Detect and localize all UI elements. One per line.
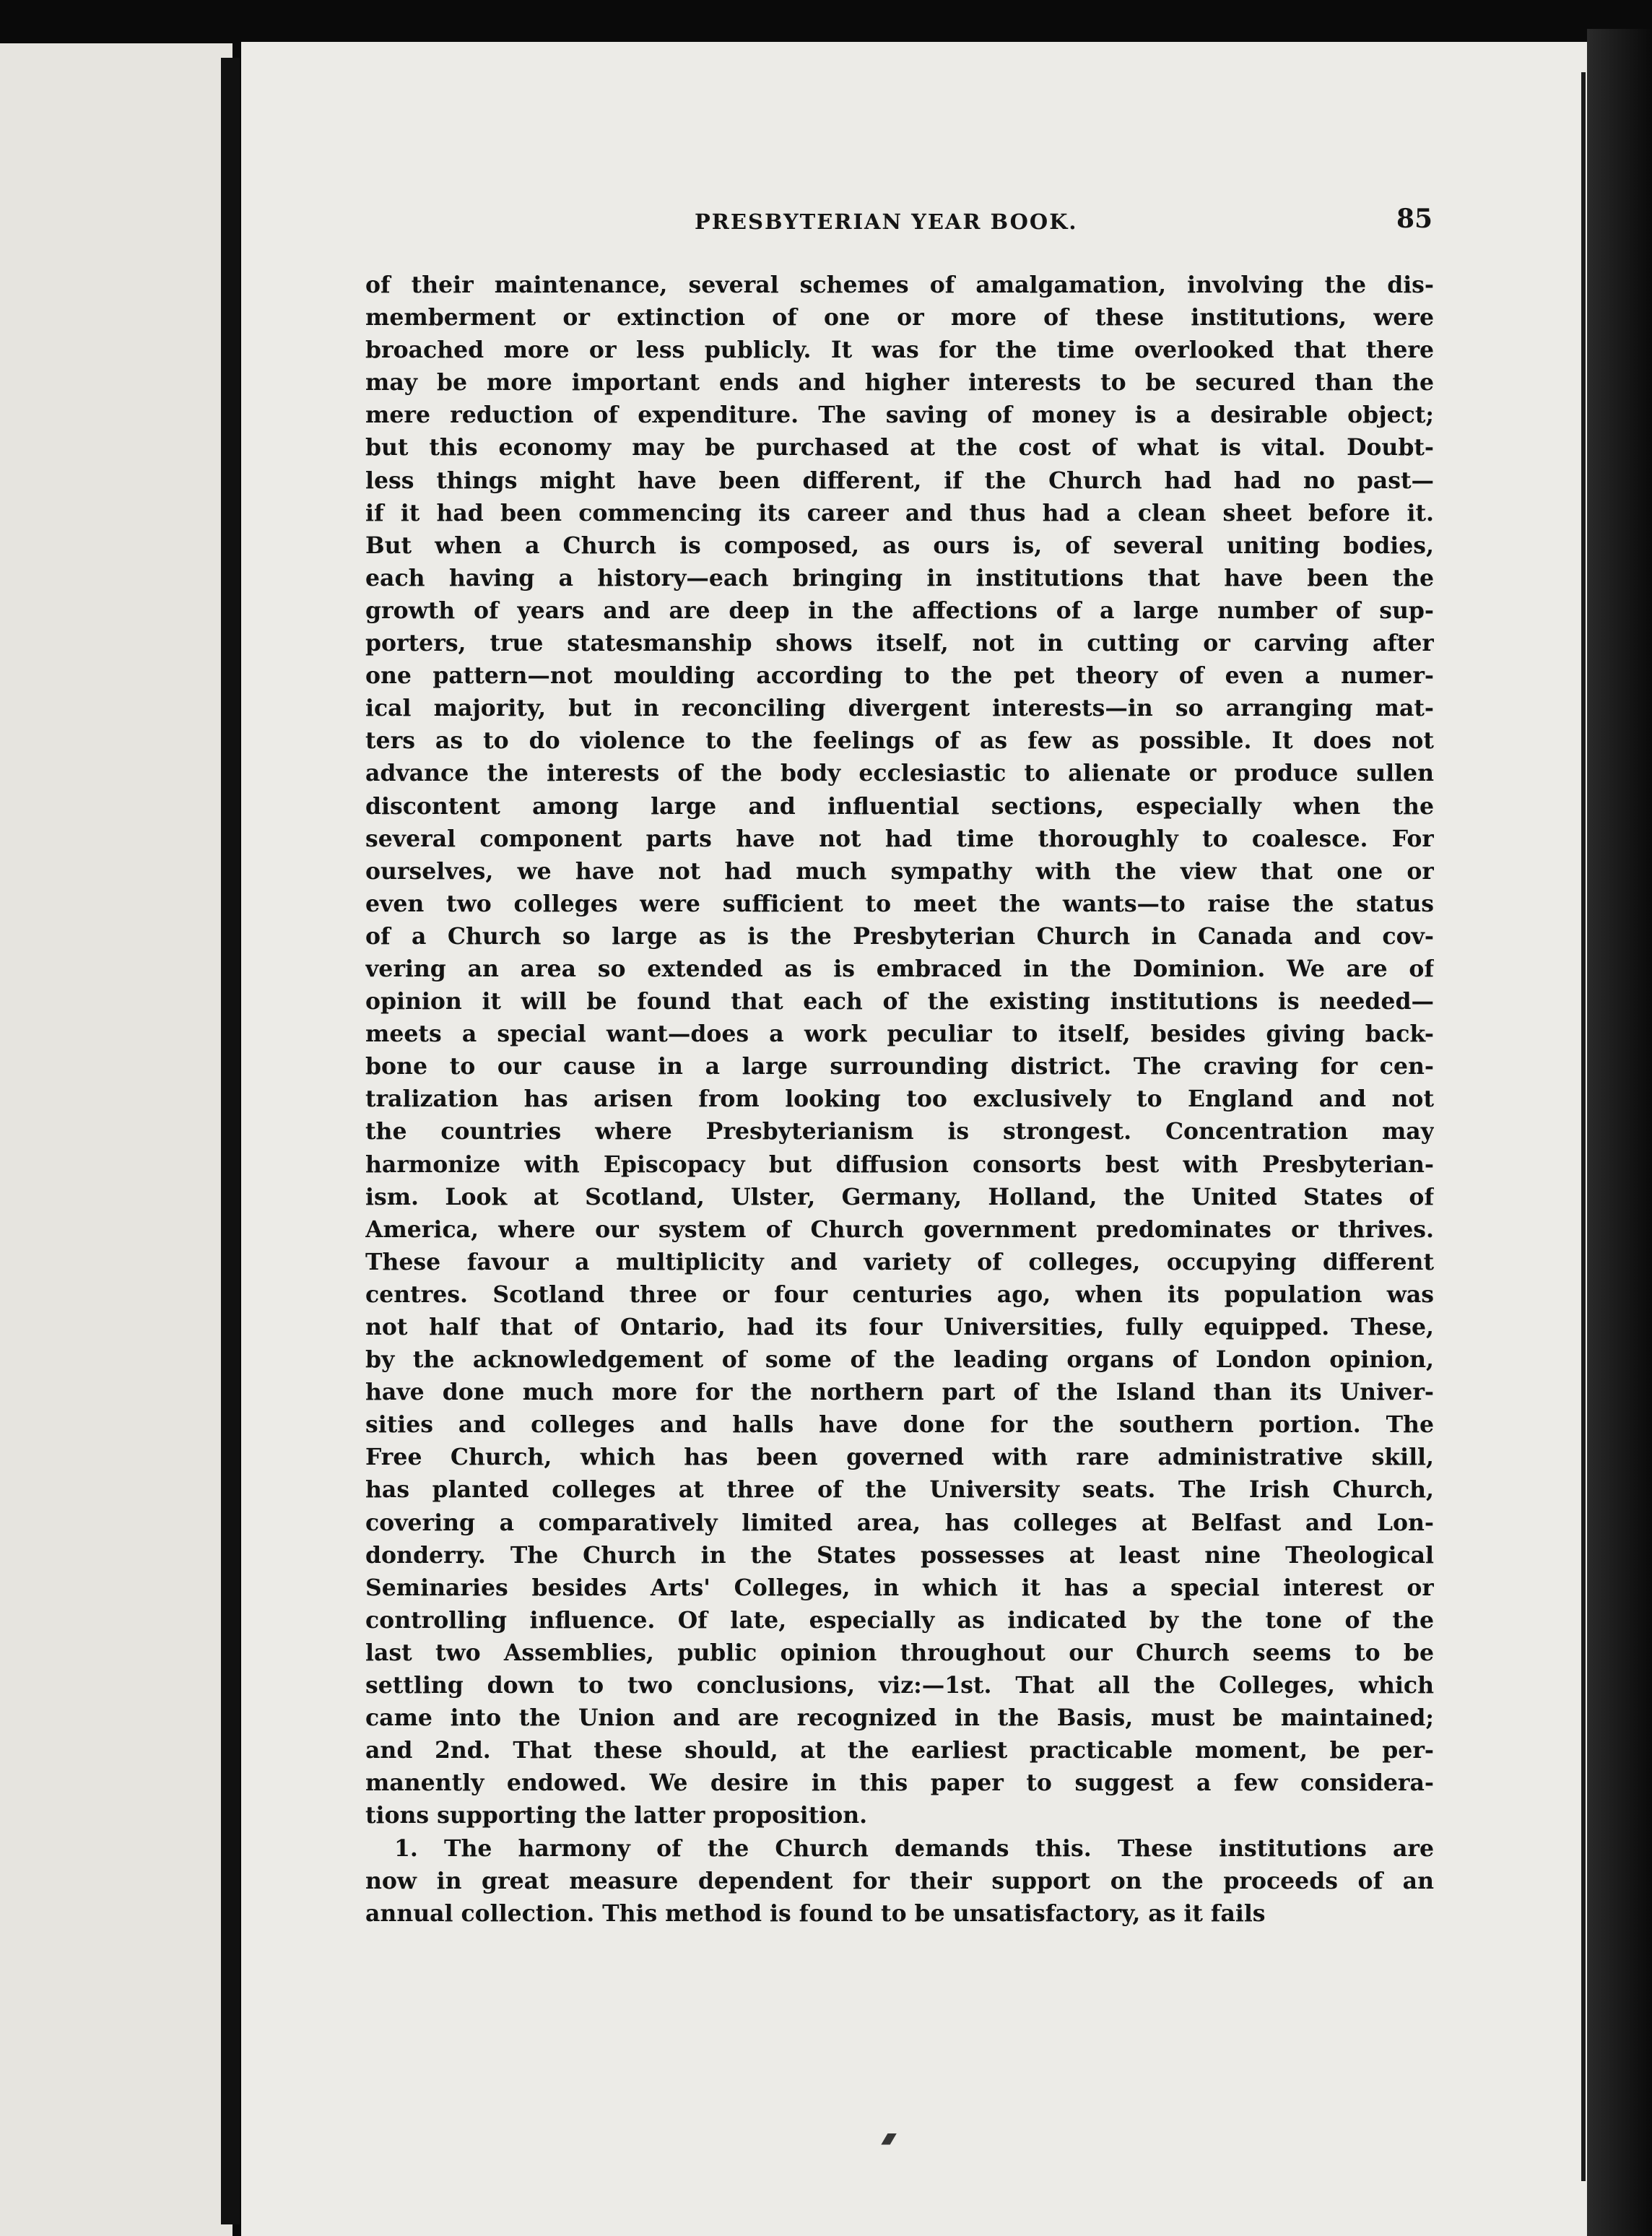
page-edge-line (1581, 72, 1586, 2181)
text-line: harmonize with Episcopacy but diffusion consorts best with Presbyterian- (365, 1150, 1434, 1178)
text-line: opinion it will be found that each of the existing institutions is needed— (365, 988, 1434, 1015)
page-number: 85 (1396, 204, 1433, 234)
text-line: advance the interests of the body ecclesiastic to alienate or produce sullen (365, 760, 1434, 787)
body-text (365, 269, 1434, 1930)
text-line: centres. Scotland three or four centuries ago, when its population was (365, 1280, 1434, 1308)
text-line: 1. The harmony of the Church demands this. These institutions are (394, 1834, 1434, 1862)
text-line: last two Assemblies, public opinion throughout our Church seems to be (365, 1639, 1434, 1666)
text-line: one pattern—not moulding according to the pet theory of even a numer- (365, 662, 1434, 690)
text-line: came into the Union and are recognized in the Basis, must be maintained; (365, 1704, 1434, 1732)
text-line: America, where our system of Church government predominates or thrives. (365, 1216, 1434, 1243)
running-head: PRESBYTERIAN YEAR BOOK. (695, 209, 1078, 234)
text-line: bone to our cause in a large surrounding district. The craving for cen- (365, 1053, 1434, 1080)
text-line: of a Church so large as is the Presbyterian Church in Canada and cov- (365, 922, 1434, 950)
text-line: by the acknowledgement of some of the leading organs of London opinion, (365, 1346, 1434, 1374)
text-line: donderry. The Church in the States possesses at least nine Theological (365, 1541, 1434, 1569)
library-stamp-mark: ⁄⁄⁄⁄⁄⁄⁄⁄⁄ (884, 2131, 893, 2148)
text-line: But when a Church is composed, as ours is, of several uniting bodies, (365, 532, 1434, 559)
text-line: several component parts have not had time thoroughly to coalesce. For (365, 825, 1434, 852)
text-line: each having a history—each bringing in institutions that have been the (365, 564, 1434, 592)
text-line: meets a special want—does a work peculiar to itself, besides giving back- (365, 1020, 1434, 1048)
left-facing-page (0, 43, 232, 2236)
text-line: tralization has arisen from looking too exclusively to England and not (365, 1086, 1434, 1113)
text-line: even two colleges were sufficient to meet the wants—to raise the status (365, 890, 1434, 917)
text-line: memberment or extinction of one or more of these institutions, were (365, 304, 1434, 332)
text-line: now in great measure dependent for their support on the proceeds of an (365, 1867, 1434, 1894)
text-line: These favour a multiplicity and variety of colleges, occupying different (365, 1248, 1434, 1275)
text-line: of their maintenance, several schemes of amalgamation, involving the dis- (365, 272, 1434, 298)
text-line: vering an area so extended as is embraced in the Dominion. We are of (365, 955, 1434, 982)
text-line: mere reduction of expenditure. The saving of money is a desirable object; (365, 402, 1434, 429)
text-line: settling down to two conclusions, viz:—1st. That all the Colleges, which (365, 1672, 1434, 1699)
text-line: the countries where Presbyterianism is strongest. Concentration may (365, 1118, 1434, 1145)
text-line: manently endowed. We desire in this paper to suggest a few considera- (365, 1769, 1434, 1797)
book-gutter (221, 58, 240, 2224)
text-line: ical majority, but in reconciling divergent interests—in so arranging mat- (365, 695, 1434, 722)
text-line: not half that of Ontario, had its four Universities, fully equipped. These, (365, 1314, 1434, 1340)
text-line: tions supporting the latter proposition. (365, 1802, 868, 1829)
text-line: have done much more for the northern part of the Island than its Univer- (365, 1379, 1434, 1406)
text-line: but this economy may be purchased at the cost of what is vital. Doubt- (365, 434, 1434, 462)
text-line: discontent among large and influential sections, especially when the (365, 792, 1434, 820)
text-line: has planted colleges at three of the University seats. The Irish Church, (365, 1476, 1434, 1504)
text-line: sities and colleges and halls have done for the southern portion. The (365, 1411, 1434, 1439)
text-line: if it had been commencing its career and thus had a clean sheet before it. (365, 499, 1434, 526)
text-line: ism. Look at Scotland, Ulster, Germany, Holland, the United States of (365, 1183, 1434, 1210)
text-line: ourselves, we have not had much sympathy with the view that one or (365, 857, 1434, 885)
text-line: Free Church, which has been governed with rare administrative skill, (365, 1444, 1434, 1471)
text-line: covering a comparatively limited area, has colleges at Belfast and Lon- (365, 1509, 1434, 1536)
text-line: and 2nd. That these should, at the earliest practicable moment, be per- (365, 1737, 1434, 1764)
text-line: annual collection. This method is found to be unsatisfactory, as it fails (365, 1899, 1266, 1927)
text-line: broached more or less publicly. It was for the time overlooked that there (365, 337, 1434, 364)
text-line: less things might have been different, if the Church had had no past— (365, 467, 1434, 494)
text-line: ters as to do violence to the feelings of as few as possible. It does not (365, 727, 1434, 755)
text-line: growth of years and are deep in the affections of a large number of sup- (365, 597, 1434, 624)
text-line: may be more important ends and higher interests to be secured than the (365, 369, 1434, 396)
text-line: porters, true statesmanship shows itself, not in cutting or carving after (365, 630, 1434, 657)
page-edge-shadow (1587, 29, 1652, 2236)
text-line: controlling influence. Of late, especially as indicated by the tone of the (365, 1606, 1434, 1634)
text-line: Seminaries besides Arts' Colleges, in which it has a special interest or (365, 1574, 1434, 1601)
